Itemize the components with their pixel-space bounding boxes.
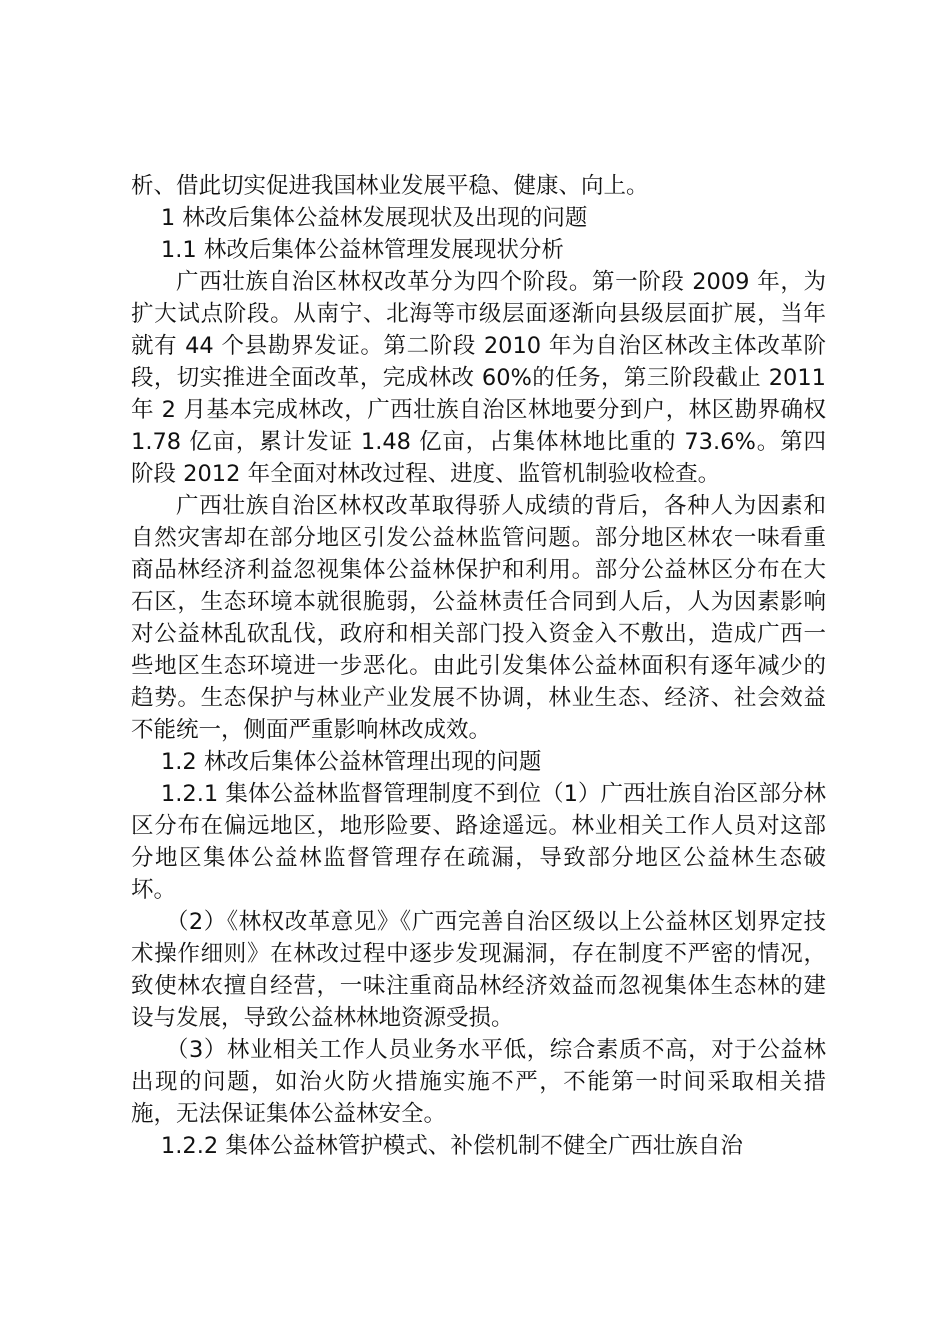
body-paragraph-2: 广西壮族自治区林权改革取得骄人成绩的背后，各种人为因素和自然灾害却在部分地区引发公益林监管问题。部分地区林农一味看重商品林经济利益忽视集体公益林保护和利用。部分公益林区分布在大石区，生态环境本就很脆弱，公益林责任合同到人后，人为因素影响对公益林乱砍乱伐，政府和相关部门投入资金入不敷出，造成广西一些地区生态环境进一步恶化。由此引发集体公益林面积有逐年减少的趋势。生态保护与林业产业发展不协调，林业生态、经济、社会效益不能统一，侧面严重影响林改成效。 [131, 493, 826, 743]
body-paragraph-4: （2）《林权改革意见》《广西完善自治区级以上公益林区划界定技术操作细则》在林改过程中逐步发现漏洞，存在制度不严密的情况，致使林农擅自经营，一味注重商品林经济效益而忽视集体生态林的建设与发展，导致公益林林地资源受损。 [131, 909, 826, 1031]
continuation-paragraph: 析、借此切实促进我国林业发展平稳、健康、向上。 [131, 173, 649, 199]
body-paragraph-5: （3）林业相关工作人员业务水平低，综合素质不高，对于公益林出现的问题，如治火防火措施实施不严，不能第一时间采取相关措施，无法保证集体公益林安全。 [131, 1037, 826, 1127]
section-heading-1-1: 1.1 林改后集体公益林管理发展现状分析 [160, 237, 564, 263]
section-heading-1-2: 1.2 林改后集体公益林管理出现的问题 [160, 749, 542, 775]
document-page [131, 170, 826, 1162]
section-heading-1: 1 林改后集体公益林发展现状及出现的问题 [160, 205, 588, 231]
body-paragraph-1: 广西壮族自治区林权改革分为四个阶段。第一阶段 2009 年，为扩大试点阶段。从南宁、北海等市级层面逐渐向县级层面扩展，当年就有 44 个县勘界发证。第二阶段 2010 年为自治区林改主体改革阶段，切实推进全面改革，完成林改 60%的任务，第三阶段截止 2011 年 2 月基本完成林改，广西壮族自治区林地要分到户，林区勘界确权 1.78 亿亩，累计发证 1.48 亿亩，占集体林地比重的 73.6%。第四阶段 2012 年全面对林改过程、进度、监管机制验收检查。 [131, 269, 826, 487]
body-paragraph-6: 1.2.2 集体公益林管护模式、补偿机制不健全广西壮族自治 [160, 1133, 743, 1159]
body-paragraph-3: 1.2.1 集体公益林监督管理制度不到位（1）广西壮族自治区部分林区分布在偏远地区，地形险要、路途遥远。林业相关工作人员对这部分地区集体公益林监督管理存在疏漏，导致部分地区公益林生态破坏。 [131, 781, 826, 903]
